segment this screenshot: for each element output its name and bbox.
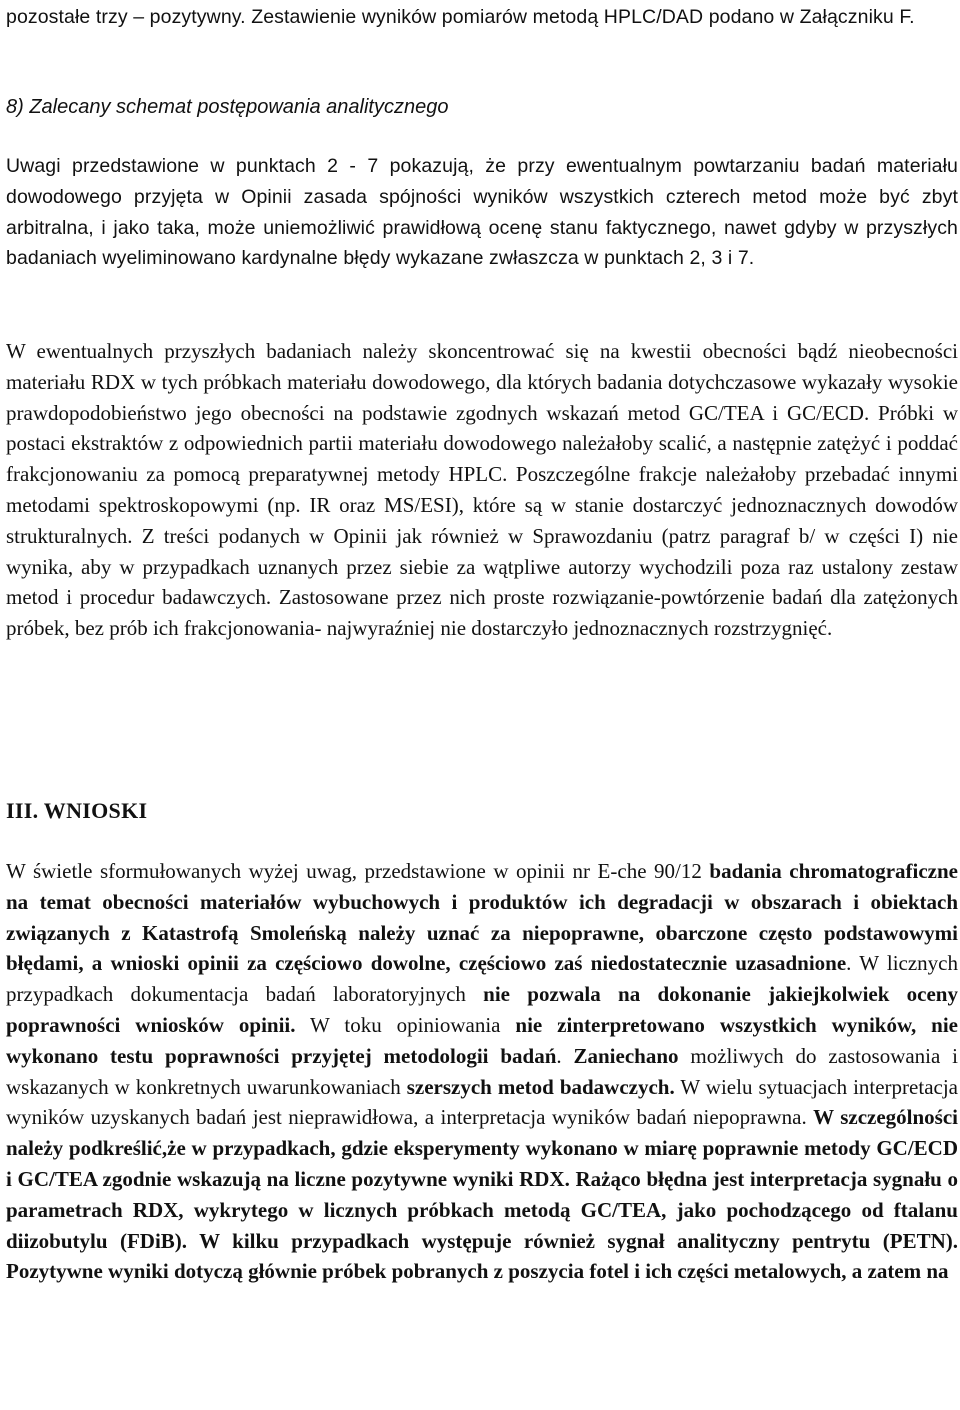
conclusions-run-bold: badania chromatograficzne na temat obecności materiałów wybuchowych i produktów ich degradacji w obszarach i obiektach związanych z Katastrofą Smoleńską należy uznać za niepoprawne, obarczone często podstawowymi błędami, a wnioski opinii za częściowo dowolne, częściowo zaś niedostatecznie uzasadnione bbox=[6, 859, 958, 976]
conclusions-run-bold: W szczególności należy podkreślić,że w przypadkach, gdzie eksperymenty wykonano w miarę poprawnie metody GC/ECD i GC/TEA zgodnie wskazują na liczne pozytywne wyniki RDX. Rażąco błędna jest interpretacja sygnału o parametrach RDX, wykrytego w licznych próbkach metodą GC/TEA, jako pochodzącego od ftalanu diizobutylu (FDiB). W kilku przypadkach występuje również sygnał analityczny pentrytu (PETN). Pozytywne wyniki dotyczą głównie próbek pobranych z poszycia fotel i ich części metalowych, a zatem na bbox=[6, 1105, 958, 1284]
section-8-heading: 8) Zalecany schemat postępowania analitycznego bbox=[6, 96, 449, 118]
conclusions-run: . W licznych przypadkach dokumentacja badań laboratoryjnych bbox=[6, 951, 958, 1007]
conclusions-heading: III. WNIOSKI bbox=[6, 798, 148, 823]
conclusions-run-bold: nie pozwala na dokonanie jakiejkolwiek oceny poprawności wniosków opinii. bbox=[6, 982, 958, 1037]
conclusions-run: możliwych do zastosowania i wskazanych w konkretnych uwarunkowaniach bbox=[6, 1043, 959, 1099]
conclusions-run: W toku opiniowania bbox=[295, 1012, 516, 1037]
intro-paragraph: pozostałe trzy – pozytywny. Zestawienie wyników pomiarów metodą HPLC/DAD podano w Załączniku F. bbox=[6, 6, 915, 28]
conclusions-run-bold: szerszych metod badawczych. bbox=[406, 1074, 675, 1099]
conclusions-run-bold: nie zinterpretowano wszystkich wyników, nie wykonano testu poprawności przyjętej metodologii badań bbox=[6, 1012, 958, 1068]
conclusions-run: W świetle sformułowanych wyżej uwag, przedstawione w opinii nr E-che 90/12 bbox=[6, 859, 710, 883]
conclusions-run: . bbox=[556, 1043, 574, 1068]
section-8-paragraph-2: W ewentualnych przyszłych badaniach należy skoncentrować się na kwestii obecności bądź nieobecności materiału RDX w tych próbkach materiału dowodowego, dla których badania dotychczasowe wykazały wysokie prawdopodobieństwo jego obecności na podstawie zgodnych wskazań metod GC/TEA i GC/ECD. Próbki w postaci ekstraktów z odpowiednich partii materiału dowodowego należałoby scalić, a następnie zatężyć i poddać frakcjonowaniu za pomocą preparatywnej metody HPLC. Poszczególne frakcje należałoby przebadać innymi metodami spektroskopowymi (np. IR oraz MS/ESI), które są w stanie dostarczyć jednoznacznych dowodów strukturalnych. Z treści podanych w Opinii jak również w Sprawozdaniu (patrz paragraf b/ w części I) nie wynika, aby w przypadkach uznanych przez siebie za wątpliwe autorzy wychodzili poza raz ustalony zestaw metod i procedur badawczych. Zastosowane przez nich proste rozwiązanie-powtórzenie badań dla zatężonych próbek, bez prób ich frakcjonowania- najwyraźniej nie dostarczyło jednoznacznych rozstrzygnięć. bbox=[6, 339, 958, 641]
conclusions-run-bold: Zaniechano bbox=[573, 1043, 679, 1068]
conclusions-paragraph bbox=[6, 856, 958, 1287]
section-8-paragraph-1: Uwagi przedstawione w punktach 2 - 7 pokazują, że przy ewentualnym powtarzaniu badań materiału dowodowego przyjęta w Opinii zasada spójności wyników wszystkich czterech metod może być zbyt arbitralna, i jako taka, może uniemożliwić prawidłową ocenę stanu faktycznego, nawet gdyby w przyszłych badaniach wyeliminowano kardynalne błędy wykazane zwłaszcza w punktach 2, 3 i 7. bbox=[6, 155, 958, 270]
conclusions-run: W wielu sytuacjach interpretacja wyników uzyskanych badań jest nieprawidłowa, a interpretacja wyników badań niepoprawna. bbox=[6, 1074, 958, 1130]
